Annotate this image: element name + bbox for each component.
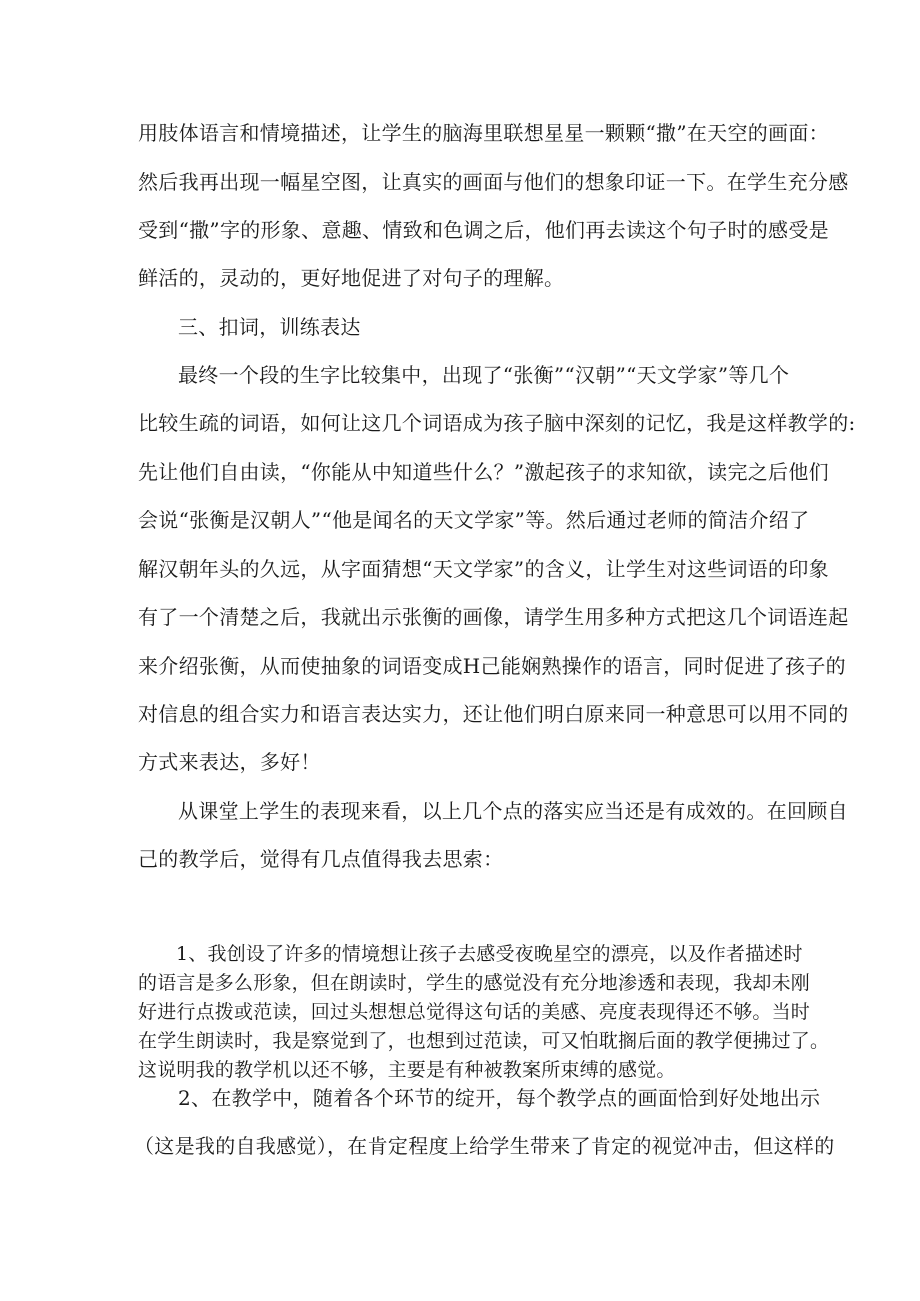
paragraph-line: 鲜活的，灵动的，更好地促进了对句子的理解。 xyxy=(138,266,565,290)
paragraph-line: 先让他们自由读，“你能从中知道些什么？”激起孩子的求知欲，读完之后他们 xyxy=(138,460,829,484)
reflection-point-1 xyxy=(138,940,830,1085)
paragraph-line: 好进行点拨或范读，回过头想想总觉得这句话的美感、亮度表现得还不够。当时 xyxy=(138,1001,811,1023)
paragraph-line: （这是我的自我感觉），在肯定程度上给学生带来了肯定的视觉冲击，但这样的 xyxy=(134,1134,835,1158)
paragraph-line: 在学生朗读时，我是察觉到了，也想到过范读，可又怕耽搁后面的教学便拂过了。 xyxy=(138,1030,830,1052)
paragraph-line: 然后我再出现一幅星空图，让真实的画面与他们的想象印证一下。在学生充分感 xyxy=(138,170,849,194)
paragraph-line: 最终一个段的生字比较集中，出现了“张衡”“汉朝”“天文学家”等几个 xyxy=(178,363,790,387)
paragraph-line: 从课堂上学生的表现来看，以上几个点的落实应当还是有成效的。在回顾自 xyxy=(178,799,848,823)
paragraph-line: 来介绍张衡，从而使抽象的词语变成H己能娴熟操作的语言，同时促进了孩子的 xyxy=(138,654,846,678)
paragraph-line: 会说“张衡是汉朝人”“他是闻名的天文学家”等。然后通过老师的简洁介绍了 xyxy=(138,508,810,532)
paragraph-line: 用肢体语言和情境描述，让学生的脑海里联想星星一颗颗“撒”在天空的画面： xyxy=(138,121,829,145)
paragraph-line: 方式来表达，多好！ xyxy=(138,750,321,774)
paragraph-line: 对信息的组合实力和语言表达实力，还让他们明白原来同一种意思可以用不同的 xyxy=(138,702,849,726)
paragraph-line: 2、在教学中，随着各个环节的绽开，每个教学点的画面恰到好处地出示 xyxy=(178,1086,821,1110)
section-heading: 三、扣词，训练表达 xyxy=(178,315,361,339)
paragraph-line: 这说明我的教学机以还不够，主要是有种被教案所束缚的感觉。 xyxy=(138,1059,676,1081)
paragraph-line: 比较生疏的词语，如何让这几个词语成为孩子脑中深刻的记忆，我是这样教学的: xyxy=(138,411,856,435)
paragraph-line: 的语言是多么形象，但在朗读时，学生的感觉没有充分地渗透和表现，我却未刚 xyxy=(138,972,811,994)
paragraph-line: 1、我创设了许多的情境想让孩子去感受夜晚星空的漂亮，以及作者描述时 xyxy=(176,943,803,965)
paragraph-line: 有了一个清楚之后，我就出示张衡的画像，请学生用多种方式把这几个词语连起 xyxy=(138,605,849,629)
paragraph-line: 受到“撒”字的形象、意趣、情致和色调之后，他们再去读这个句子时的感受是 xyxy=(138,218,829,242)
paragraph-line: 解汉朝年头的久远，从字面猜想“天文学家”的含义，让学生对这些词语的印象 xyxy=(138,557,829,581)
paragraph-line: 己的教学后，觉得有几点值得我去思索： xyxy=(138,847,504,871)
